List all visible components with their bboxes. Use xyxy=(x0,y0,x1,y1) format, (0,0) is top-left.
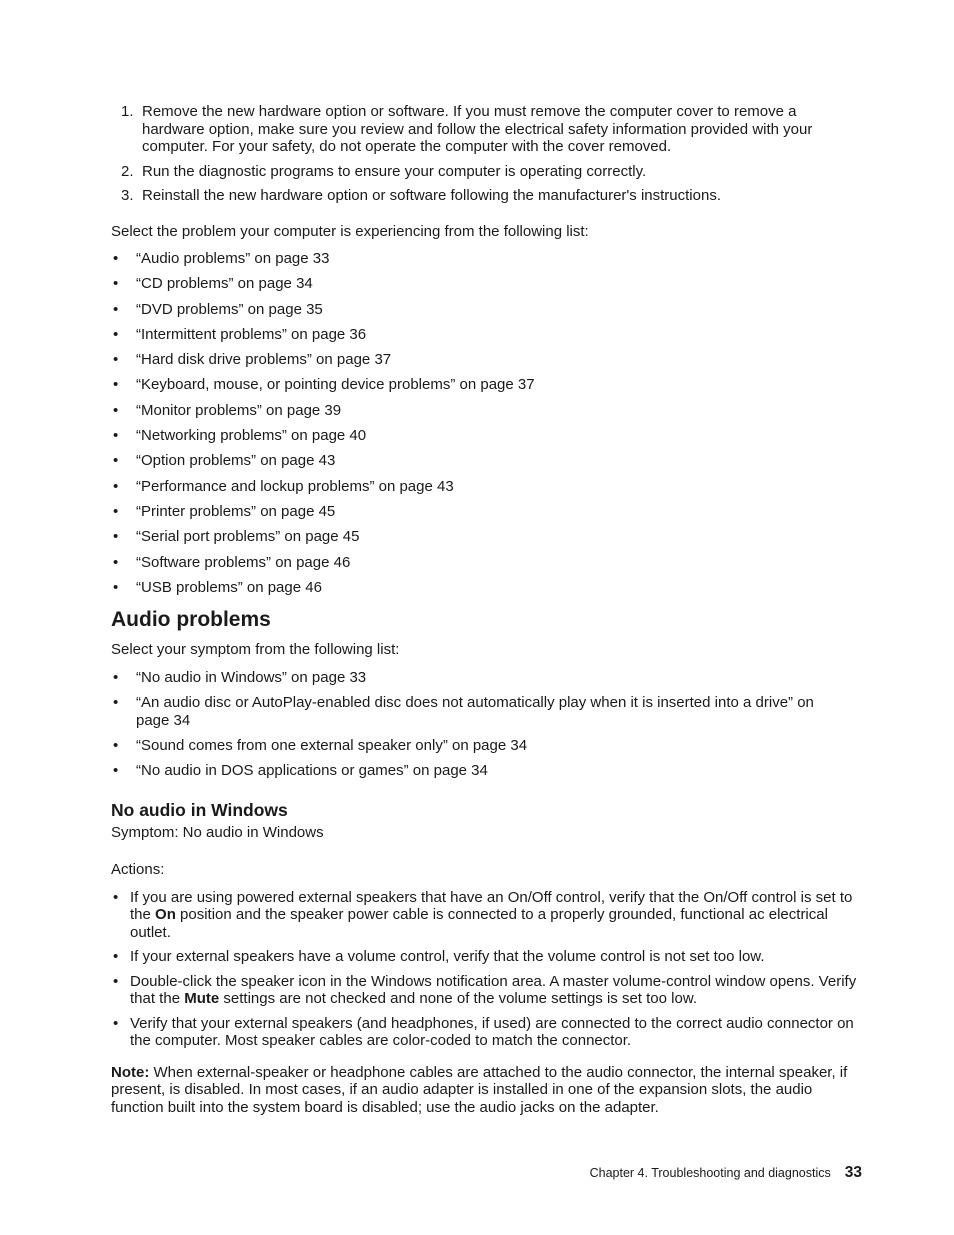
mute-keyword: Mute xyxy=(184,990,220,1008)
problem-link[interactable]: • “Software problems” on page 46 xyxy=(111,554,863,572)
on-keyword: On xyxy=(155,906,176,924)
problem-link[interactable]: • “USB problems” on page 46 xyxy=(111,579,863,597)
note-text: When external-speaker or headphone cables are attached to the audio connector, the internal speaker, if present, is disabled. In most cases, if an audio adapter is installed in one of the expansion slots, the audio function built into the system board is disabled; use the audio jacks on the adapter. xyxy=(111,1063,848,1116)
step-text: Remove the new hardware option or software. If you must remove the computer cover to remove a hardware option, make sure you review and follow the electrical safety information provided with your computer. For your safety, do not operate the computer with the cover removed. xyxy=(142,103,813,155)
problem-link[interactable]: • “Serial port problems” on page 45 xyxy=(111,528,863,546)
problem-link[interactable]: • “Monitor problems” on page 39 xyxy=(111,402,863,420)
action-item xyxy=(111,948,863,966)
problem-link[interactable]: • “Printer problems” on page 45 xyxy=(111,503,863,521)
action-item xyxy=(111,889,863,942)
problem-link[interactable]: • “Networking problems” on page 40 xyxy=(111,427,863,445)
symptom-text: Symptom: No audio in Windows xyxy=(111,823,324,841)
audio-problems-heading: Audio problems xyxy=(111,608,271,632)
select-problem-intro: Select the problem your computer is experiencing from the following list: xyxy=(111,222,589,240)
audio-symptom-intro: Select your symptom from the following list: xyxy=(111,641,400,659)
step-number: 2. xyxy=(121,162,134,180)
step-item xyxy=(111,163,863,181)
audio-symptom-link[interactable]: • “Sound comes from one external speaker only” on page 34 xyxy=(111,737,863,755)
problem-link[interactable]: • “Audio problems” on page 33 xyxy=(111,250,863,268)
page-number: 33 xyxy=(844,1164,862,1181)
page-footer xyxy=(590,1163,862,1183)
audio-links-list xyxy=(111,669,863,780)
action-item xyxy=(111,1015,863,1050)
problem-link[interactable]: • “Intermittent problems” on page 36 xyxy=(111,326,863,344)
chapter-title: Chapter 4. Troubleshooting and diagnostics xyxy=(589,1166,831,1180)
problem-link[interactable]: • “Performance and lockup problems” on page 43 xyxy=(111,478,863,496)
actions-list xyxy=(111,889,863,1050)
actions-label: Actions: xyxy=(111,861,165,879)
step-number: 1. xyxy=(121,103,134,120)
action-text: Double-click the speaker icon in the Windows notification area. A master volume-control window opens. Verify that the xyxy=(130,972,857,1008)
problem-links-list xyxy=(111,250,863,596)
step-item xyxy=(111,187,863,205)
no-audio-windows-heading: No audio in Windows xyxy=(111,799,288,820)
problem-link[interactable]: • “CD problems” on page 34 xyxy=(111,275,863,293)
action-text: Verify that your external speakers (and headphones, if used) are connected to the correct audio connector on the computer. Most speaker cables are color-coded to match the connector. xyxy=(130,1014,854,1050)
problem-link[interactable]: • “Option problems” on page 43 xyxy=(111,452,863,470)
action-text: settings are not checked and none of the volume settings is set too low. xyxy=(219,990,698,1008)
audio-symptom-link[interactable]: • “No audio in DOS applications or games” on page 34 xyxy=(111,762,863,780)
problem-link[interactable]: • “Keyboard, mouse, or pointing device problems” on page 37 xyxy=(111,376,863,394)
action-text: If your external speakers have a volume control, verify that the volume control is not set too low. xyxy=(130,948,765,966)
action-item xyxy=(111,973,863,1008)
step-text: Reinstall the new hardware option or software following the manufacturer's instructions. xyxy=(142,187,721,204)
recovery-steps-list xyxy=(111,103,863,205)
step-item xyxy=(111,103,863,156)
problem-link[interactable]: • “Hard disk drive problems” on page 37 xyxy=(111,351,863,369)
action-text: If you are using powered external speakers that have an On/Off control, verify that the On/Off control is set to the xyxy=(130,888,853,924)
step-number: 3. xyxy=(121,187,134,204)
audio-symptom-link[interactable]: • “No audio in Windows” on page 33 xyxy=(111,669,863,687)
document-page xyxy=(111,103,863,1116)
note-paragraph xyxy=(111,1064,863,1117)
problem-link[interactable]: • “DVD problems” on page 35 xyxy=(111,301,863,319)
action-text: position and the speaker power cable is connected to a properly grounded, functional ac electrical outlet. xyxy=(130,906,828,941)
audio-symptom-link[interactable]: • “An audio disc or AutoPlay-enabled disc does not automatically play when it is inserted into a drive” on page 34 xyxy=(111,694,863,729)
note-label: Note: xyxy=(111,1063,150,1081)
step-text: Run the diagnostic programs to ensure your computer is operating correctly. xyxy=(142,162,647,180)
